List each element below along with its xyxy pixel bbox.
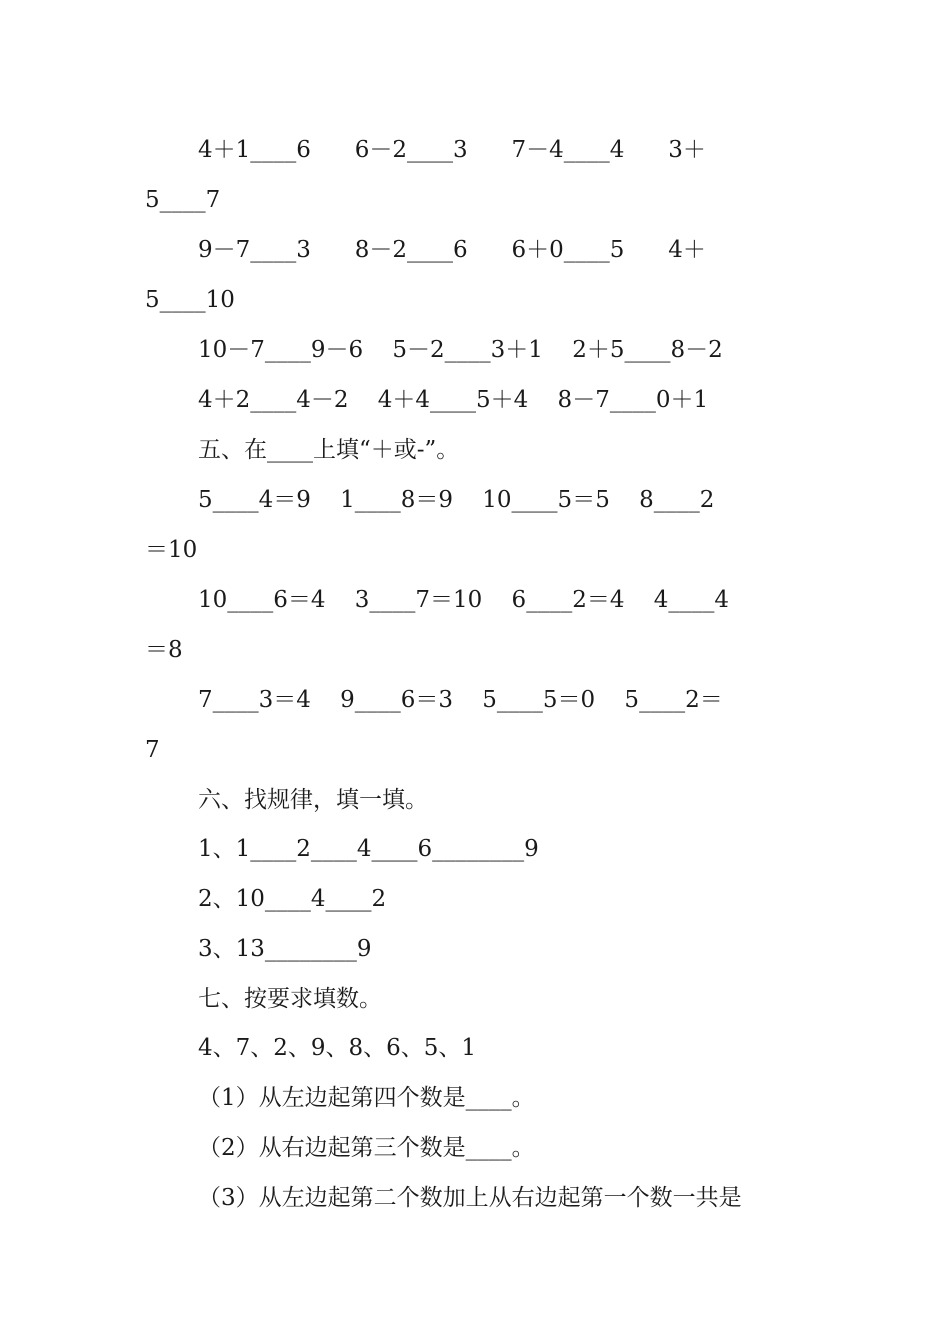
question-3: （3）从左边起第二个数加上从右边起第一个数一共是	[198, 1185, 742, 1211]
pattern-item-3: 3、13________9	[198, 936, 372, 962]
compare-row-2-wrap: 5____10	[145, 287, 235, 313]
operator-row-1: 5____4＝9 1____8＝9 10____5＝5 8____2	[198, 487, 715, 513]
operator-row-3-wrap: 7	[145, 737, 160, 763]
compare-row-1-wrap: 5____7	[145, 187, 221, 213]
operator-row-1-wrap: ＝10	[145, 537, 198, 563]
question-2: （2）从右边起第三个数是____。	[198, 1135, 535, 1161]
operator-row-3: 7____3＝4 9____6＝3 5____5＝0 5____2＝	[198, 687, 723, 713]
compare-row-2: 9－7____3 8－2____6 6＋0____5 4＋	[198, 237, 706, 263]
operator-row-2-wrap: ＝8	[145, 637, 183, 663]
pattern-item-1: 1、1____2____4____6________9	[198, 836, 539, 862]
question-1: （1）从左边起第四个数是____。	[198, 1085, 535, 1111]
number-sequence: 4、7、2、9、8、6、5、1	[198, 1035, 477, 1061]
compare-row-1: 4＋1____6 6－2____3 7－4____4 3＋	[198, 137, 706, 163]
pattern-item-2: 2、10____4____2	[198, 886, 387, 912]
section-6-heading: 六、找规律，填一填。	[198, 787, 428, 813]
section-5-heading: 五、在____上填“＋或-”。	[198, 437, 460, 463]
compare-row-3: 10－7____9－6 5－2____3＋1 2＋5____8－2	[198, 337, 723, 363]
operator-row-2: 10____6＝4 3____7＝10 6____2＝4 4____4	[198, 587, 729, 613]
compare-row-4: 4＋2____4－2 4＋4____5＋4 8－7____0＋1	[198, 387, 709, 413]
section-7-heading: 七、按要求填数。	[198, 986, 382, 1012]
